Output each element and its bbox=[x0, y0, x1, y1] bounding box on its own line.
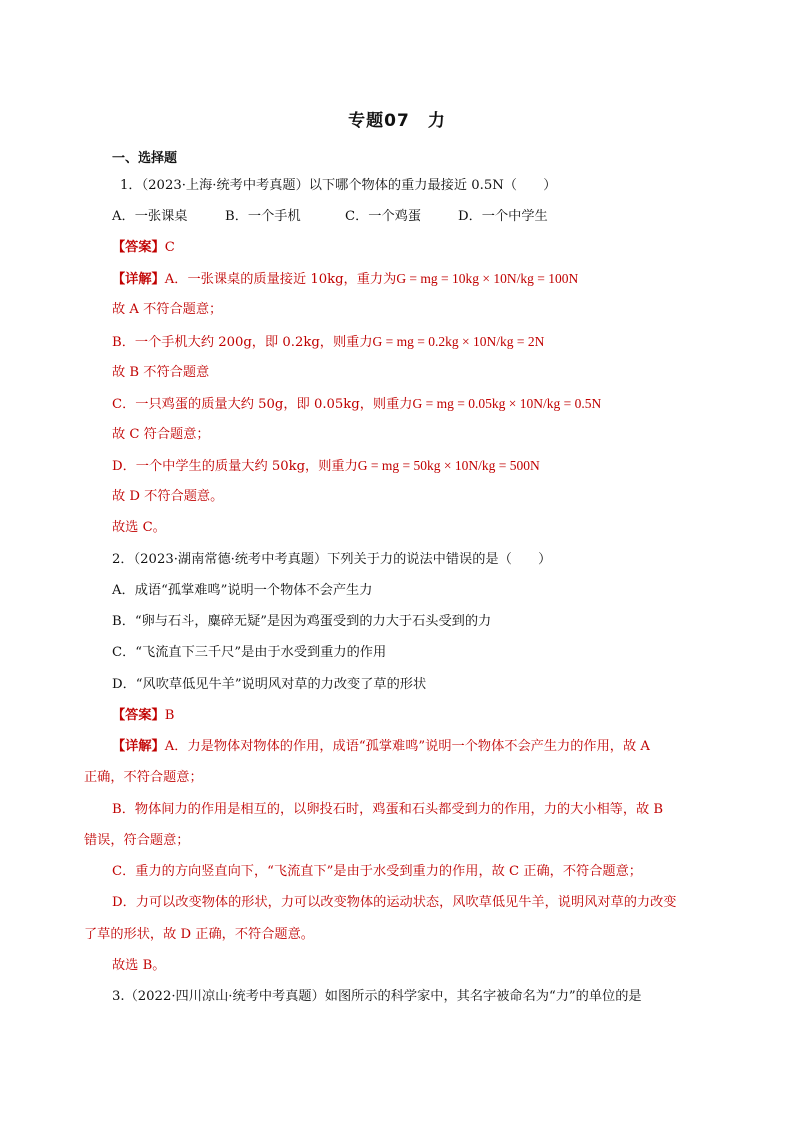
q1-detail-text: D．一个中学生的质量大约 50kg，则重力 bbox=[112, 459, 358, 474]
q1-answer bbox=[112, 239, 175, 257]
q1-detail-text: A．一张课桌的质量接近 10kg，重力为 bbox=[164, 272, 397, 287]
q1-detail-text: B．一个手机大约 200g，即 0.2kg，则重力 bbox=[112, 335, 373, 350]
q1-detail-line: 故 A 不符合题意； bbox=[112, 302, 223, 317]
q1-detail-d bbox=[112, 457, 540, 476]
q2-detail-line: 了草的形状，故 D 正确，不符合题意。 bbox=[84, 927, 314, 942]
q1-detail-a bbox=[112, 270, 578, 289]
q2-answer-tag: 【答案】 bbox=[112, 708, 165, 723]
q1-detail-b bbox=[112, 333, 544, 352]
section-heading: 一、选择题 bbox=[112, 151, 178, 166]
q1-detail-line: 故 C 符合题意； bbox=[112, 427, 210, 442]
q1-detail-line: 故 B 不符合题意 bbox=[112, 365, 210, 380]
q2-answer-value: B bbox=[164, 708, 175, 723]
q2-answer bbox=[112, 707, 174, 725]
q1-answer-value: C bbox=[164, 240, 175, 255]
q1-detail-line: 故 D 不符合题意。 bbox=[112, 489, 224, 504]
q2-option-c: C．“飞流直下三千尺”是由于水受到重力的作用 bbox=[112, 645, 387, 660]
q1-detail-text: C．一只鸡蛋的质量大约 50g，即 0.05kg，则重力 bbox=[112, 397, 413, 412]
q3-stem: 3.（2022·四川凉山·统考中考真题）如图所示的科学家中，其名字被命名为“力”的单位的是 bbox=[112, 989, 642, 1004]
q2-stem: 2．（2023·湖南常德·统考中考真题）下列关于力的说法中错误的是（ ） bbox=[112, 552, 552, 567]
q2-detail-line: B．物体间力的作用是相互的，以卵投石时，鸡蛋和石头都受到力的作用，力的大小相等，故 B bbox=[112, 802, 664, 817]
q2-detail-tag: 【详解】 bbox=[112, 739, 165, 754]
q2-conclusion: 故选 B。 bbox=[112, 958, 166, 973]
q2-detail-line: C．重力的方向竖直向下，“飞流直下”是由于水受到重力的作用，故 C 正确，不符合题意； bbox=[112, 864, 642, 879]
q2-detail-line: 正确，不符合题意； bbox=[84, 770, 203, 785]
q2-detail-line bbox=[112, 738, 650, 756]
q1-formula-a: G = mg = 10kg × 10N/kg = 100N bbox=[396, 271, 579, 286]
q2-detail-text: A．力是物体对物体的作用，成语“孤掌难鸣”说明一个物体不会产生力的作用，故 A bbox=[164, 739, 650, 754]
q1-answer-tag: 【答案】 bbox=[112, 240, 165, 255]
q1-option-b: B．一个手机 bbox=[225, 209, 301, 224]
title-main: 专题07 bbox=[348, 111, 410, 131]
q1-detail-tag: 【详解】 bbox=[112, 272, 165, 287]
q1-conclusion: 故选 C。 bbox=[112, 520, 166, 535]
q2-detail-line: 错误，符合题意； bbox=[84, 833, 190, 848]
q1-formula-c: G = mg = 0.05kg × 10N/kg = 0.5N bbox=[412, 396, 602, 411]
page-title bbox=[0, 106, 794, 131]
q1-option-c: C．一个鸡蛋 bbox=[345, 209, 422, 224]
title-sub: 力 bbox=[427, 111, 446, 131]
q2-option-a: A．成语“孤掌难鸣”说明一个物体不会产生力 bbox=[112, 583, 373, 598]
q1-formula-b: G = mg = 0.2kg × 10N/kg = 2N bbox=[372, 334, 545, 349]
q2-option-d: D．“风吹草低见牛羊”说明风对草的力改变了草的形状 bbox=[112, 677, 427, 692]
q1-detail-c bbox=[112, 395, 601, 414]
q1-option-d: D．一个中学生 bbox=[458, 209, 548, 224]
q1-options bbox=[112, 208, 548, 226]
q1-stem: 1．（2023·上海·统考中考真题）以下哪个物体的重力最接近 0.5N（ ） bbox=[120, 178, 557, 193]
q2-option-b: B．“卵与石斗，麋碎无疑”是因为鸡蛋受到的力大于石头受到的力 bbox=[112, 614, 492, 629]
q1-option-a: A．一张课桌 bbox=[112, 209, 188, 224]
q2-detail-line: D．力可以改变物体的形状，力可以改变物体的运动状态，风吹草低见牛羊，说明风对草的力改变 bbox=[112, 895, 677, 910]
q1-formula-d: G = mg = 50kg × 10N/kg = 500N bbox=[357, 458, 540, 473]
